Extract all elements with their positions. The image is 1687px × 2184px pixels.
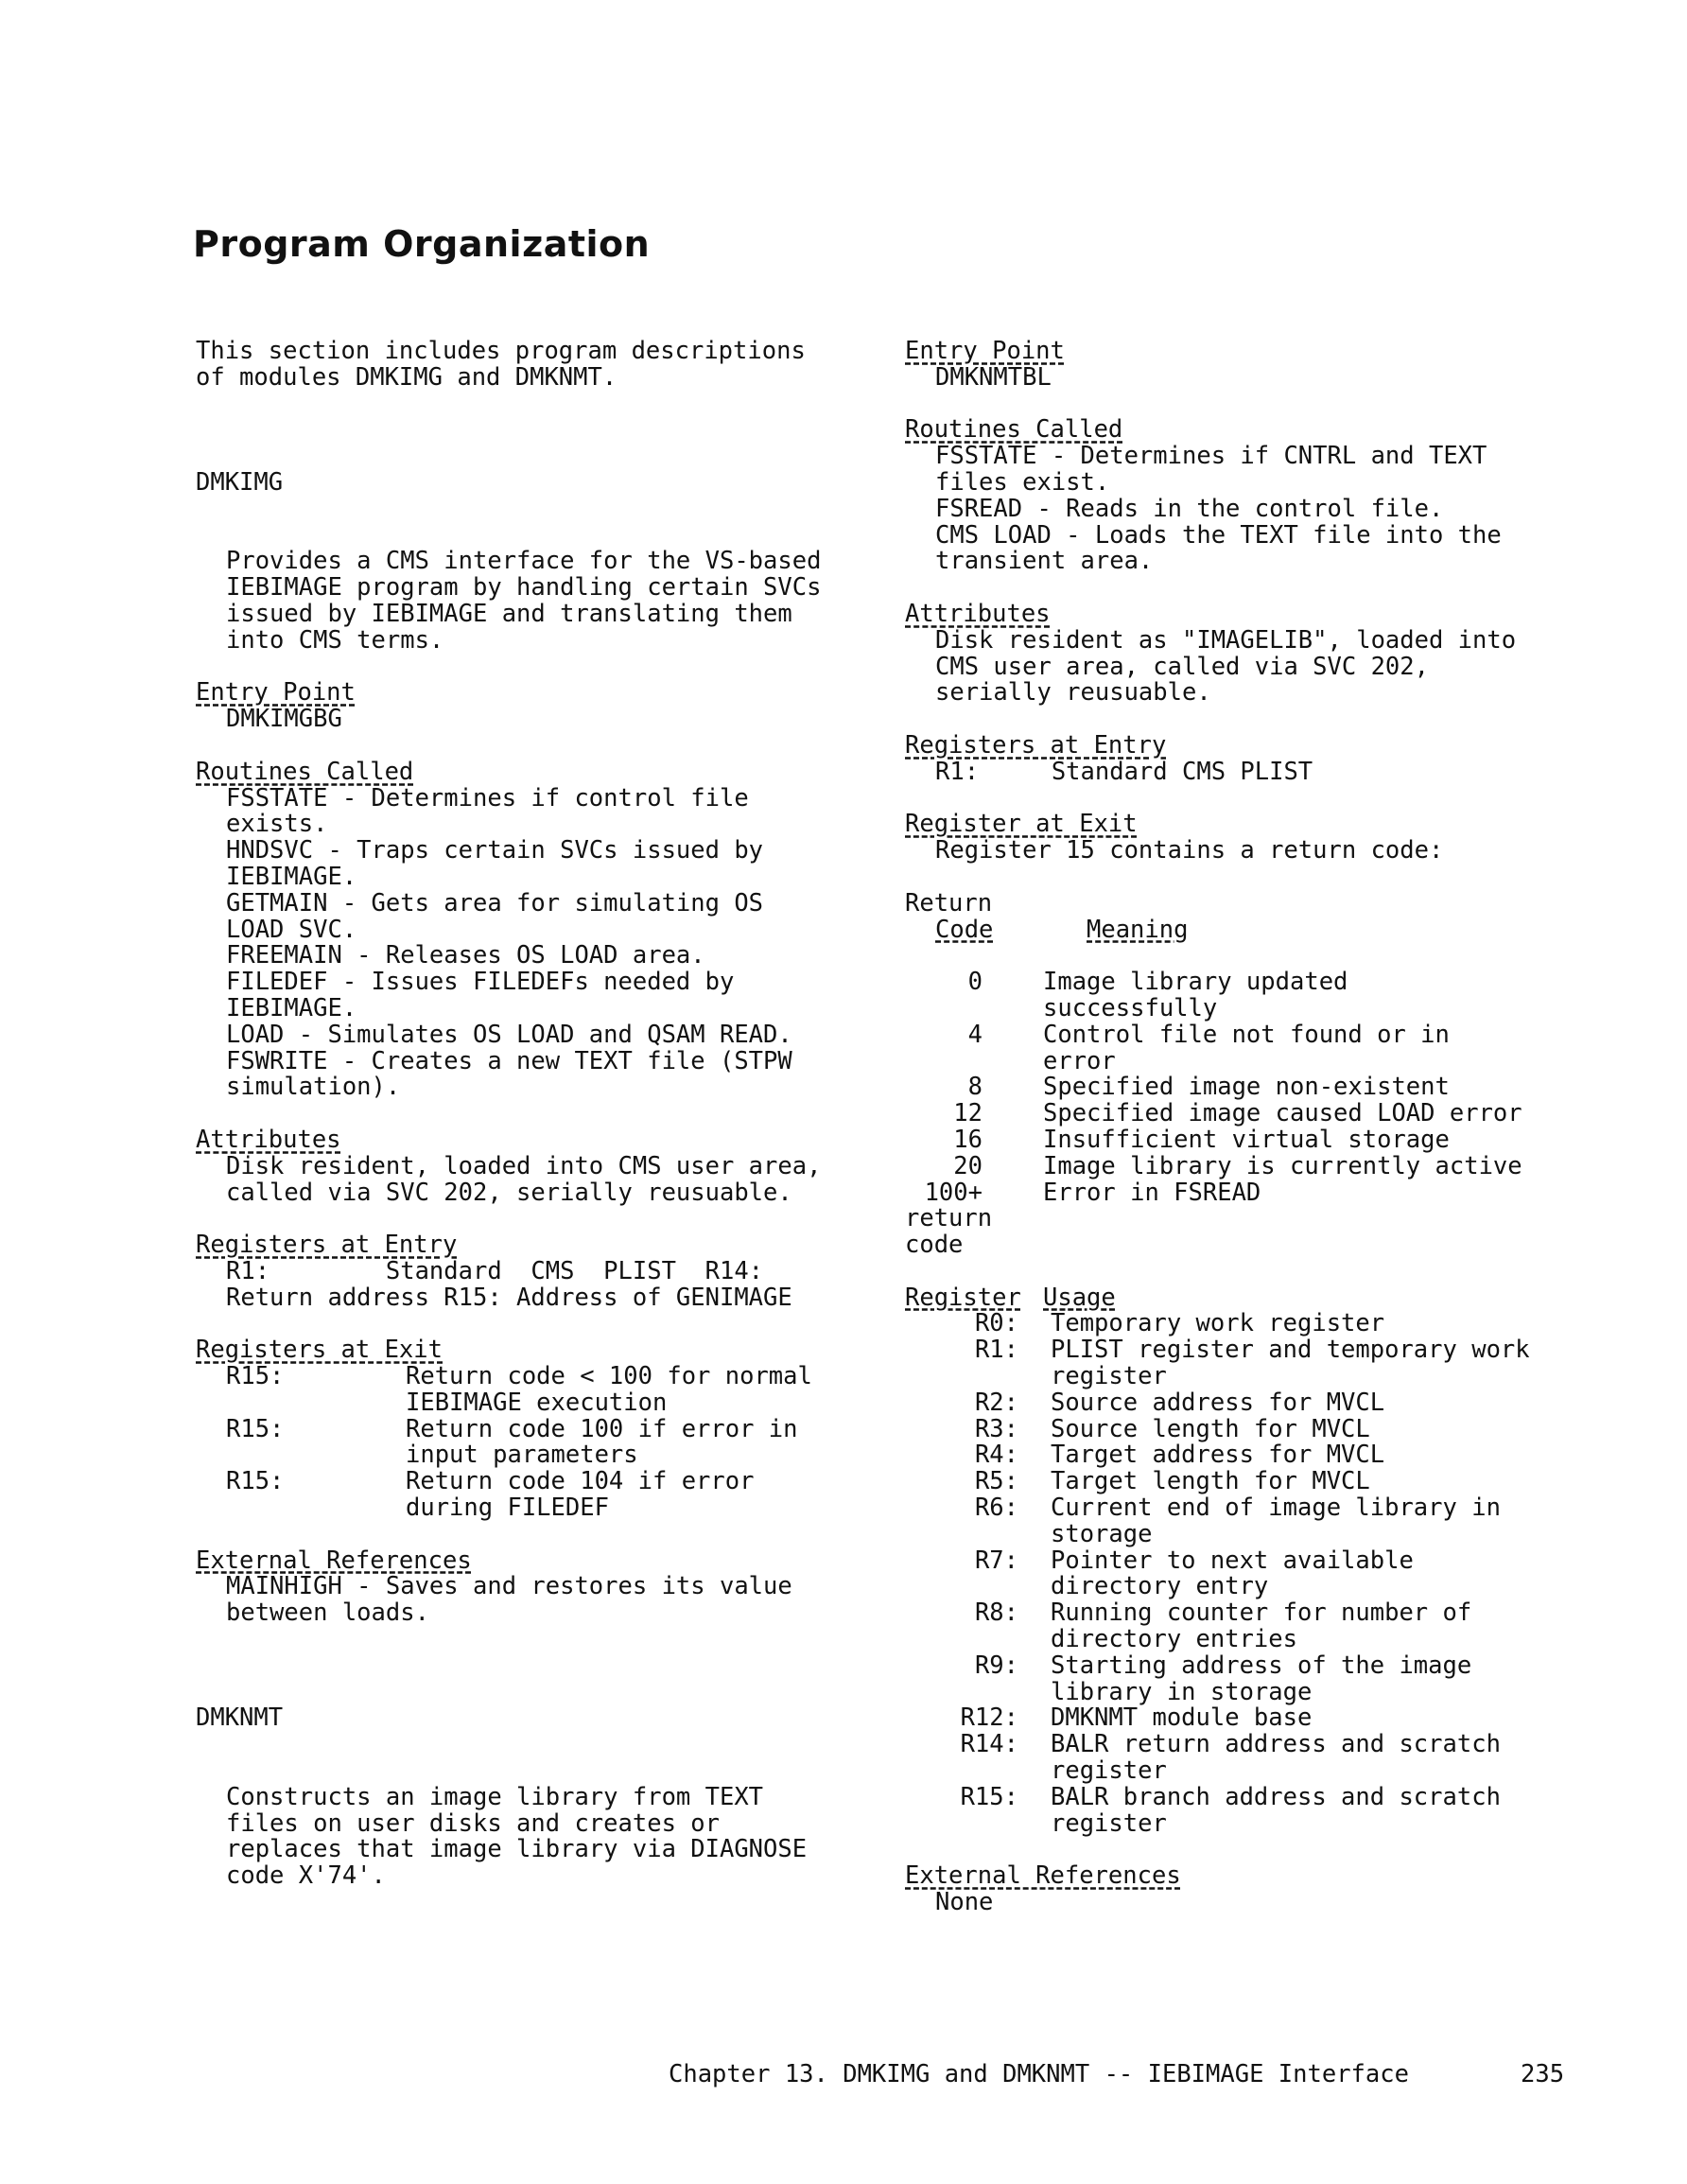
reg-usage-row [905,1758,1567,1785]
return-code-row [905,993,1567,1022]
routine-line: IEBIMAGE. [226,862,357,891]
reg-usage-text: PLIST register and temporary work [1051,1336,1530,1365]
reg-usage-text: Temporary work register [1051,1309,1385,1338]
return-code: 20 [953,1151,983,1180]
reg-exit-row [196,1442,858,1469]
dmkimg-desc-line: issued by IEBIMAGE and translating them [226,599,792,628]
dmknmt-desc-line: Constructs an image library from TEXT [226,1782,764,1811]
reg-usage-reg: R12: [960,1704,1018,1733]
routine-line: LOAD SVC. [226,915,357,944]
routine-line: FSSTATE - Determines if CNTRL and TEXT [935,442,1487,471]
return-code: 0 [967,968,983,997]
reg-usage-row [905,1519,1567,1548]
routines-heading: Routines Called [196,757,414,786]
return-table-header [905,917,1567,944]
registers-entry-heading: Registers at Entry [196,1231,458,1260]
code-heading: Code [935,915,994,944]
routine-line: exists. [226,810,328,839]
reg-usage-text: Pointer to next available [1051,1546,1414,1575]
reg-usage-text: BALR return address and scratch [1051,1730,1501,1759]
attributes-heading: Attributes [196,1125,341,1154]
routine-line: files exist. [935,467,1110,497]
attributes-line: serially reusuable. [935,678,1211,708]
section-name-dmkimg: DMKIMG [196,467,284,497]
reg-usage-row [905,1390,1567,1417]
return-meaning: Image library updated [1043,968,1348,997]
return-code-row [905,1180,1567,1207]
register-exit-line: Register 15 contains a return code: [935,836,1444,865]
dmknmt-desc-line: replaces that image library via DIAGNOSE [226,1835,808,1864]
entry-point-heading: Entry Point [905,337,1065,365]
intro-line: This section includes program descriptions [196,337,806,365]
reg-usage-row [905,1414,1567,1443]
register-exit-heading: Register at Exit [905,810,1138,839]
entry-point-heading: Entry Point [196,678,356,708]
reg-usage-reg: R14: [960,1730,1018,1759]
reg-exit-reg: R15: [226,1467,285,1496]
return-meaning: error [1043,1046,1116,1075]
reg-usage-text: Running counter for number of [1051,1599,1472,1628]
attributes-line: Disk resident, loaded into CMS user area, [226,1151,822,1180]
reg-usage-row [905,1677,1567,1706]
reg-exit-text: Return code 100 if error in [406,1414,798,1443]
dmknmt-desc-line: files on user disks and creates or [226,1808,720,1838]
external-references-heading: External References [196,1546,472,1575]
section-name-dmknmt: DMKNMT [196,1704,284,1733]
reg-usage-row [905,1574,1567,1600]
routine-line: GETMAIN - Gets area for simulating OS [226,888,764,917]
reg-usage-text: library in storage [1051,1677,1313,1706]
reg-exit-text: Return code 104 if error [406,1467,755,1496]
return-meaning: Specified image caused LOAD error [1043,1099,1522,1128]
reg-exit-text: input parameters [406,1441,638,1470]
register-usage-header [905,1285,1567,1312]
reg-usage-reg: R15: [960,1782,1018,1811]
routine-line: FSWRITE - Creates a new TEXT file (STPW [226,1046,792,1075]
usage-heading: Usage [1043,1283,1116,1312]
reg-usage-text: Target address for MVCL [1051,1441,1385,1470]
dmkimg-desc-line: into CMS terms. [226,625,444,655]
return-code: 8 [967,1073,983,1102]
reg-exit-row [196,1469,858,1495]
left-column [196,339,858,1890]
intro-line: of modules DMKIMG and DMKNMT. [196,362,617,392]
reg-usage-reg: R6: [974,1494,1018,1523]
reg-usage-text: Current end of image library in [1051,1494,1501,1523]
return-code-row [905,1075,1567,1101]
return-code: 16 [953,1125,983,1154]
reg-usage-reg: R1: [974,1336,1018,1365]
register-heading: Register [905,1283,1021,1312]
reg-usage-row [905,1442,1567,1469]
dmkimg-desc-line: Provides a CMS interface for the VS-based [226,547,822,576]
reg-exit-reg: R15: [226,1362,285,1391]
reg-usage-text: Starting address of the image [1051,1651,1472,1680]
reg-usage-text: Target length for MVCL [1051,1467,1370,1496]
return-code: 100+ [924,1178,983,1207]
routine-line: transient area. [935,547,1154,576]
reg-usage-row [905,1311,1567,1337]
reg-usage-reg: R8: [974,1599,1018,1628]
reg-usage-text: storage [1051,1519,1153,1548]
reg-exit-row [196,1414,858,1443]
entry-point-value: DMKIMGBG [226,705,342,734]
registers-exit-heading: Registers at Exit [196,1336,443,1365]
return-code-row [905,1046,1567,1075]
reg-usage-row [905,1600,1567,1627]
routine-line: FILEDEF - Issues FILEDEFs needed by [226,968,735,997]
return-code-row [905,1127,1567,1154]
reg-usage-reg: R9: [974,1651,1018,1680]
routines-heading: Routines Called [905,415,1123,445]
reg-usage-row [905,1627,1567,1653]
external-reference-line: between loads. [226,1599,429,1628]
registers-entry-line: Return address R15: Address of GENIMAGE [226,1283,792,1312]
reg-usage-text: DMKNMT module base [1051,1704,1313,1733]
external-reference-line: None [935,1888,994,1917]
reg-usage-text: Source address for MVCL [1051,1388,1385,1417]
reg-exit-text: Return code < 100 for normal [406,1362,812,1391]
reg-usage-reg: R2: [974,1388,1018,1417]
return-code-row [905,1022,1567,1049]
page-title: Program Organization [193,223,651,265]
routine-line: FSSTATE - Determines if control file [226,783,749,812]
reg-usage-text: directory entry [1051,1572,1269,1601]
reg-usage-reg: R4: [974,1441,1018,1470]
reg-usage-row [905,1364,1567,1390]
registers-entry-heading: Registers at Entry [905,730,1167,760]
registers-entry-line: R1: Standard CMS PLIST [935,757,1313,786]
reg-exit-row [196,1364,858,1390]
return-code-tail: return [905,1204,993,1233]
reg-usage-row [905,1469,1567,1495]
routine-line: CMS LOAD - Loads the TEXT file into the [935,520,1502,550]
reg-exit-row [196,1390,858,1417]
reg-usage-reg: R3: [974,1414,1018,1443]
reg-usage-text: register [1051,1808,1167,1838]
return-code-tail: code [905,1231,964,1260]
return-meaning: Specified image non-existent [1043,1073,1450,1102]
return-code-row [905,1101,1567,1127]
reg-usage-row [905,1705,1567,1732]
reg-usage-text: directory entries [1051,1625,1297,1654]
routine-line: simulation). [226,1073,401,1102]
reg-usage-row [905,1782,1567,1811]
reg-usage-row [905,1548,1567,1575]
routine-line: FREEMAIN - Releases OS LOAD area. [226,941,705,970]
page-number: 235 [1521,2060,1565,2088]
dmkimg-desc-line: IEBIMAGE program by handling certain SVCs [226,573,822,603]
reg-usage-row [905,1732,1567,1758]
reg-usage-text: register [1051,1362,1167,1391]
return-code-row [905,970,1567,996]
reg-exit-text: IEBIMAGE execution [406,1388,668,1417]
entry-point-value: DMKNMTBL [935,362,1052,392]
return-meaning: Insufficient virtual storage [1043,1125,1450,1154]
attributes-line: CMS user area, called via SVC 202, [935,652,1429,681]
routine-line: HNDSVC - Traps certain SVCs issued by [226,836,764,865]
meaning-heading: Meaning [1087,915,1189,944]
reg-usage-row [905,1808,1567,1838]
return-meaning: Image library is currently active [1043,1151,1522,1180]
reg-exit-reg: R15: [226,1414,285,1443]
routine-line: IEBIMAGE. [226,993,357,1022]
return-meaning: Control file not found or in [1043,1020,1450,1049]
attributes-heading: Attributes [905,599,1051,628]
routine-line: LOAD - Simulates OS LOAD and QSAM READ. [226,1020,792,1049]
reg-exit-text: during FILEDEF [406,1494,609,1523]
reg-usage-reg: R5: [974,1467,1018,1496]
reg-usage-row [905,1495,1567,1522]
reg-usage-row [905,1337,1567,1364]
registers-entry-line: R1: Standard CMS PLIST R14: [226,1256,764,1285]
external-references-heading: External References [905,1861,1181,1891]
page-footer: Chapter 13. DMKIMG and DMKNMT -- IEBIMAGE Interface [669,2060,1409,2088]
reg-exit-row [196,1495,858,1522]
return-label: Return [905,888,993,917]
return-code: 12 [953,1099,983,1128]
return-code: 4 [967,1020,983,1049]
return-meaning: successfully [1043,993,1218,1022]
right-column [905,339,1567,1916]
reg-usage-row [905,1653,1567,1680]
reg-usage-reg: R0: [974,1309,1018,1338]
return-meaning: Error in FSREAD [1043,1178,1261,1207]
reg-usage-text: Source length for MVCL [1051,1414,1370,1443]
external-reference-line: MAINHIGH - Saves and restores its value [226,1572,792,1601]
reg-usage-text: BALR branch address and scratch [1051,1782,1501,1811]
reg-usage-reg: R7: [974,1546,1018,1575]
reg-usage-text: register [1051,1756,1167,1786]
dmknmt-desc-line: code X'74'. [226,1861,386,1891]
return-code-row [905,1151,1567,1180]
attributes-line: called via SVC 202, serially reusuable. [226,1178,792,1207]
attributes-line: Disk resident as "IMAGELIB", loaded into [935,625,1517,655]
routine-line: FSREAD - Reads in the control file. [935,494,1444,523]
